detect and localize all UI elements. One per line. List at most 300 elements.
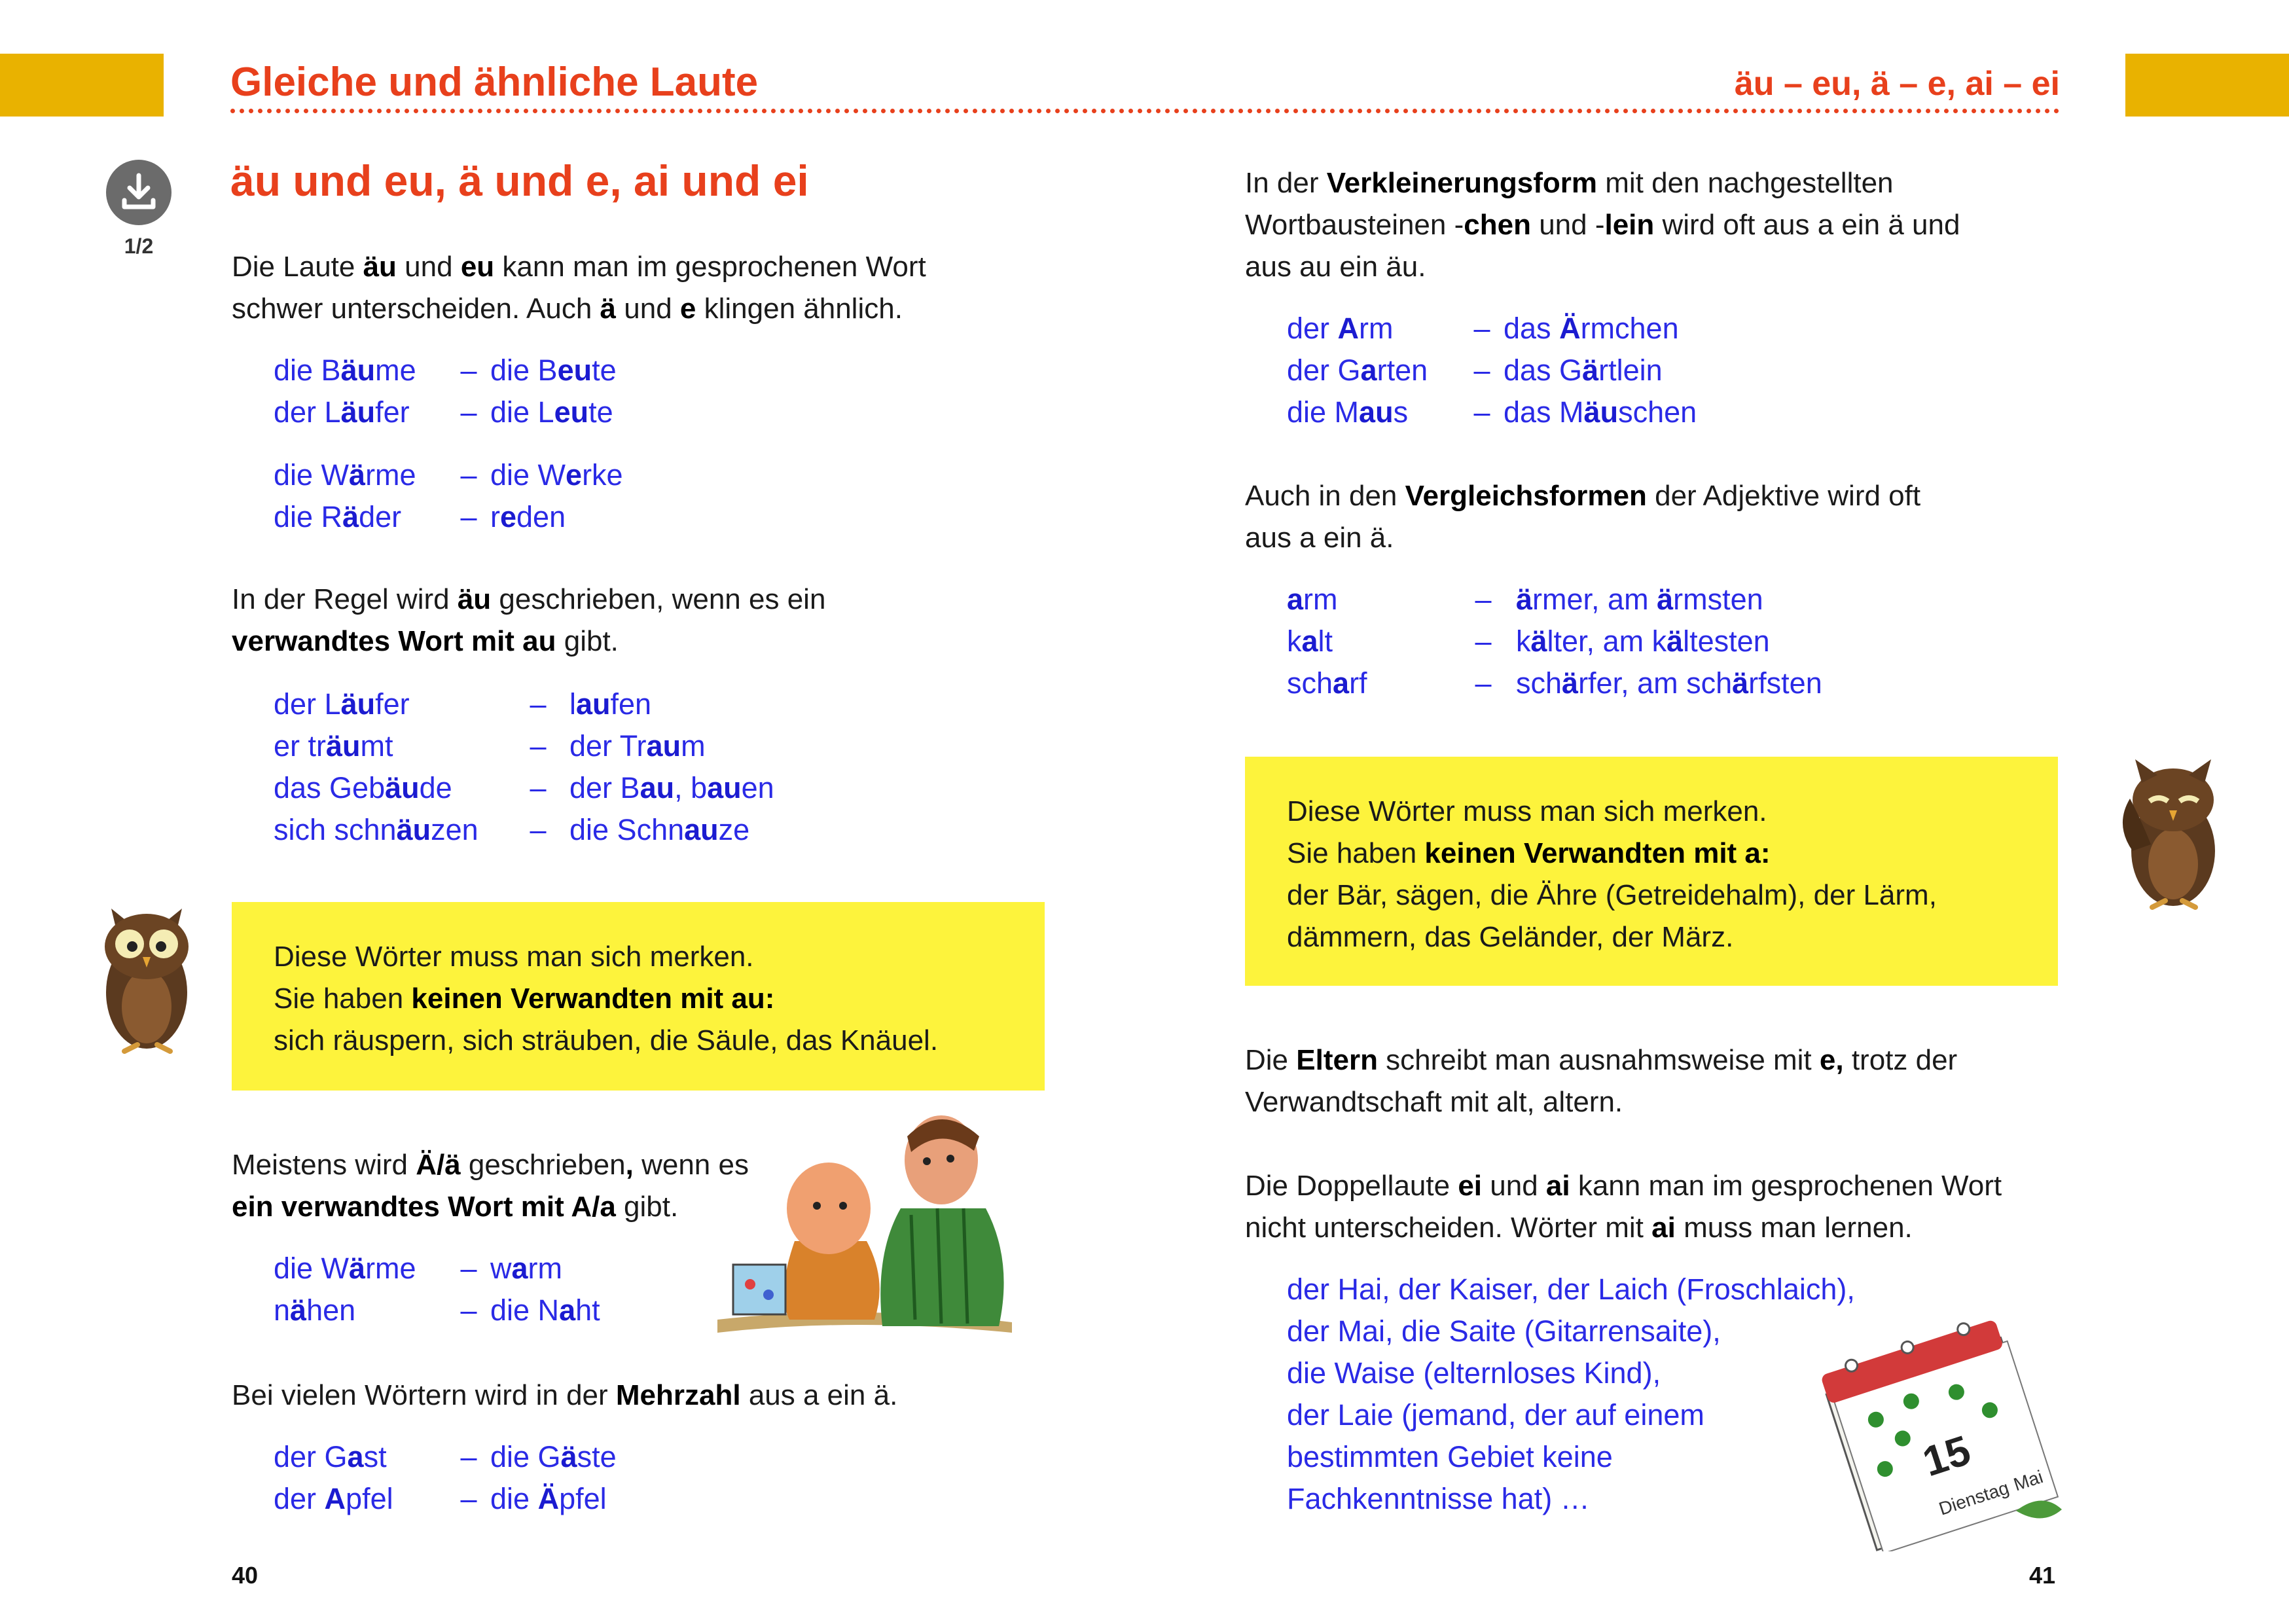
example-row (1287, 621, 1822, 662)
text-run: ai (1545, 1170, 1570, 1202)
example-run: äu (340, 395, 376, 429)
example-word (274, 725, 507, 767)
example-run: der G (274, 1440, 348, 1473)
text-run: Sie haben (274, 983, 412, 1015)
example-run: pfel (346, 1482, 393, 1515)
text-line (274, 978, 938, 1020)
example-dash: – (460, 1293, 477, 1327)
example-word (274, 809, 507, 851)
example-row (274, 1478, 617, 1520)
example-run: die B (274, 353, 341, 387)
example-run: der (274, 1482, 325, 1515)
text-run: geschrieben (460, 1149, 626, 1181)
example-run: äu (396, 813, 431, 846)
text-run: Auch in den (1245, 480, 1405, 512)
example-word (1287, 621, 1451, 662)
example-run: das M (1504, 395, 1584, 429)
example-row (274, 809, 774, 851)
example-run: fen (610, 687, 652, 721)
example-related-word (490, 1290, 600, 1331)
text-run: Meistens wird (232, 1149, 416, 1181)
text-run: aus a ein ä. (1245, 522, 1394, 554)
example-dash: – (1473, 395, 1490, 429)
diminutive-paragraph (1245, 162, 1960, 288)
download-icon (120, 173, 157, 212)
example-run: A (1337, 312, 1360, 345)
eltern-paragraph (1245, 1039, 1957, 1123)
example-word (1287, 308, 1460, 350)
example-run: ä (349, 458, 366, 492)
example-run: pfel (559, 1482, 607, 1515)
text-run: äu (363, 251, 397, 283)
download-button[interactable] (106, 160, 171, 225)
example-run: die L (490, 395, 554, 429)
example-related-word (490, 350, 617, 391)
examples-aeu-eu (274, 350, 617, 433)
example-run: der L (274, 395, 341, 429)
text-run: schwer unterscheiden. Auch (232, 293, 600, 325)
example-run: zen (431, 813, 478, 846)
text-run: und (1482, 1170, 1546, 1202)
examples-a (274, 1248, 600, 1331)
text-line (274, 936, 938, 978)
owl-illustration (92, 897, 203, 1058)
example-run: ht (575, 1293, 600, 1327)
comparison-paragraph (1245, 475, 1920, 559)
text-run: wenn es (633, 1149, 749, 1181)
text-run: trotz der (1843, 1044, 1958, 1076)
example-run: die B (490, 353, 558, 387)
text-run: gibt. (615, 1191, 679, 1223)
example-related-word (569, 683, 651, 725)
text-run: der Bär, sägen, die Ähre (Getreidehalm), der Lärm, (1287, 879, 1937, 911)
example-dash: – (460, 1440, 477, 1473)
example-run: te (592, 353, 617, 387)
text-run: Bei vielen Wörtern wird in der (232, 1379, 616, 1411)
text-run: Verwandtschaft mit alt, altern. (1245, 1086, 1623, 1118)
two-men-illustration (711, 1110, 1015, 1341)
text-line (1245, 162, 1960, 204)
example-run: äu (340, 687, 376, 721)
text-run: keinen Verwandten mit a: (1424, 837, 1771, 869)
example-run: das G (1504, 353, 1583, 387)
text-run: Verkleinerungsform (1326, 167, 1598, 199)
example-related-word (490, 391, 613, 433)
example-run: eu (554, 395, 589, 429)
example-dash: – (460, 500, 477, 533)
chapter-title: Gleiche und ähnliche Laute (230, 60, 759, 105)
text-run: ein verwandtes Wort mit A/a (232, 1191, 616, 1223)
text-line (232, 1144, 749, 1186)
text-run: Sie haben (1287, 837, 1425, 869)
example-run: die N (490, 1293, 560, 1327)
example-dash: – (530, 729, 547, 763)
calendar-weekday: Dienstag (1936, 1477, 2011, 1519)
example-run: rten (1377, 353, 1428, 387)
example-word (274, 454, 447, 496)
example-run: der (1287, 312, 1338, 345)
example-run: den (516, 500, 566, 533)
example-related-word (490, 1478, 607, 1520)
example-row (1287, 391, 1697, 433)
example-related-word (569, 809, 749, 851)
memo-box-a (1245, 757, 2058, 986)
example-run: ä (1530, 624, 1547, 658)
example-run: ä (1582, 353, 1599, 387)
text-line (1245, 1081, 1957, 1123)
example-dash: – (530, 687, 547, 721)
example-run: au (707, 771, 742, 804)
example-run: ä (1732, 666, 1749, 700)
example-run: rmchen (1580, 312, 1679, 345)
example-run: w (490, 1252, 512, 1285)
example-related-word (569, 725, 706, 767)
text-line (1245, 475, 1920, 517)
example-run: ltesten (1683, 624, 1770, 658)
example-row (274, 1436, 617, 1478)
example-related-word (490, 1248, 562, 1290)
list-item: Fachkenntnisse hat) … (1287, 1482, 1590, 1515)
example-dash: – (460, 353, 477, 387)
text-run: geschrieben, wenn es ein (491, 583, 826, 615)
plural-paragraph (232, 1375, 897, 1416)
example-run: s (1393, 395, 1409, 429)
example-run: das (1504, 312, 1560, 345)
example-run: lter, am k (1547, 624, 1667, 658)
example-run: die M (1287, 395, 1360, 429)
text-line (1287, 875, 1937, 916)
example-run: ä (1516, 583, 1533, 616)
text-run: chen (1464, 209, 1531, 241)
text-run: Mehrzahl (615, 1379, 741, 1411)
example-run: sich schn (274, 813, 397, 846)
example-run: eu (557, 353, 592, 387)
example-word (274, 767, 507, 809)
example-word (274, 1436, 447, 1478)
example-run: rm (1359, 312, 1394, 345)
example-word (274, 1290, 447, 1331)
text-line (1245, 1165, 2002, 1207)
example-row (274, 1248, 600, 1290)
example-run: rmsten (1673, 583, 1763, 616)
owl-thinking-illustration (2101, 753, 2239, 914)
download-page-indicator: 1/2 (124, 234, 154, 258)
example-related-word (490, 1436, 617, 1478)
text-run: muss man lernen. (1675, 1212, 1913, 1244)
example-run: rke (582, 458, 623, 492)
text-run: nicht unterscheiden. Wörter mit (1245, 1212, 1652, 1244)
examples-ai-list (1287, 1269, 1855, 1520)
example-run: au (684, 813, 719, 846)
example-run: rm (1303, 583, 1338, 616)
example-run: der B (569, 771, 640, 804)
diphthong-paragraph (1245, 1165, 2002, 1249)
example-run: äu (326, 729, 361, 763)
example-dash: – (1475, 624, 1492, 658)
text-run: kann man im gesprochenen Wort (1570, 1170, 2002, 1202)
text-line (232, 288, 926, 330)
example-run: fer (375, 687, 410, 721)
text-run: eu (460, 251, 495, 283)
example-run: e (500, 500, 517, 533)
example-run: rfsten (1748, 666, 1822, 700)
example-run: ä (342, 500, 359, 533)
examples-comparison (1287, 579, 1822, 704)
example-row (274, 683, 774, 725)
header-divider (230, 109, 2060, 113)
example-run: a (511, 1252, 528, 1285)
example-run: ste (577, 1440, 617, 1473)
text-run: In der (1245, 167, 1327, 199)
text-run: keinen Verwandten mit au: (411, 983, 775, 1015)
example-run: ä (1657, 583, 1674, 616)
section-heading: äu und eu, ä und e, ai und ei (230, 156, 809, 205)
example-run: die W (274, 1252, 350, 1285)
example-dash: – (530, 813, 547, 846)
example-word (274, 683, 507, 725)
example-word (274, 1478, 447, 1520)
page-number-right: 41 (2029, 1562, 2056, 1589)
example-run: au (646, 729, 681, 763)
example-run: e (566, 458, 583, 492)
example-run: k (1287, 624, 1302, 658)
example-run: lt (1318, 624, 1333, 658)
example-row (1287, 308, 1697, 350)
rule-au-paragraph (232, 579, 825, 662)
example-row (274, 1290, 600, 1331)
example-run: die (490, 1482, 538, 1515)
example-run: hen (306, 1293, 356, 1327)
text-run: ei (1458, 1170, 1483, 1202)
example-dash: – (460, 1252, 477, 1285)
memo-box-au-text (274, 936, 938, 1062)
text-run: Die Laute (232, 251, 363, 283)
text-line (274, 1020, 938, 1062)
examples-diminutive (1287, 308, 1697, 433)
example-word (1287, 350, 1460, 391)
example-related-word (1504, 350, 1663, 391)
example-related-word (1504, 308, 1679, 350)
calendar-month: Mai (2011, 1466, 2046, 1495)
text-run: aus au ein äu. (1245, 251, 1426, 283)
calendar-day: 15 (1917, 1426, 1976, 1486)
text-run: Diese Wörter muss man sich merken. (1287, 795, 1767, 827)
example-run: rme (365, 1252, 416, 1285)
example-run: st (363, 1440, 387, 1473)
text-run: und - (1530, 209, 1605, 241)
examples-plural (274, 1436, 617, 1520)
example-run: rf (1349, 666, 1367, 700)
example-run: fer (375, 395, 410, 429)
memo-box-a-text (1287, 791, 1937, 958)
example-word (274, 1248, 447, 1290)
example-run: die G (490, 1440, 561, 1473)
text-run: verwandtes Wort mit au (232, 625, 556, 657)
example-run: de (419, 771, 452, 804)
example-run: n (274, 1293, 291, 1327)
example-word (1287, 662, 1451, 704)
text-run: dämmern, das Geländer, der März. (1287, 921, 1734, 953)
text-line (1287, 791, 1937, 833)
example-related-word (490, 496, 566, 538)
example-dash: – (460, 458, 477, 492)
example-run: die W (490, 458, 566, 492)
list-item: die Waise (elternloses Kind), (1287, 1356, 1661, 1390)
example-run: rme (365, 458, 416, 492)
memo-box-au (232, 902, 1045, 1091)
text-run: e, (1819, 1044, 1844, 1076)
example-run: , b (674, 771, 708, 804)
examples-ae-e (274, 454, 623, 538)
page-number-left: 40 (232, 1562, 259, 1589)
text-run: mit den nachgestellten (1597, 167, 1894, 199)
example-word (1287, 391, 1460, 433)
text-line (232, 579, 825, 621)
example-run: rtlein (1598, 353, 1663, 387)
text-line (232, 246, 926, 288)
text-line (232, 621, 825, 662)
example-run: ä (1667, 624, 1684, 658)
example-run: rmer, am (1532, 583, 1657, 616)
list-item: der Laie (jemand, der auf einem (1287, 1398, 1704, 1432)
example-related-word (569, 767, 774, 809)
example-dash: – (1475, 583, 1492, 616)
text-line (1245, 1039, 1957, 1081)
example-row (274, 350, 617, 391)
text-run: kann man im gesprochenen Wort (494, 251, 926, 283)
text-run: lein (1604, 209, 1655, 241)
text-run: äu (457, 583, 492, 615)
text-run: klingen ähnlich. (696, 293, 903, 325)
text-line (1287, 833, 1937, 875)
example-run: äu (1583, 395, 1619, 429)
text-line (1287, 916, 1937, 958)
example-run: Ä (537, 1482, 560, 1515)
example-run: ä (1562, 666, 1579, 700)
example-dash: – (530, 771, 547, 804)
example-word (274, 496, 447, 538)
example-run: äu (340, 353, 376, 387)
example-row (1287, 579, 1822, 621)
list-item: der Mai, die Saite (Gitarrensaite), (1287, 1314, 1721, 1348)
example-run: rm (528, 1252, 563, 1285)
chapter-topic: äu – eu, ä – e, ai – ei (1734, 65, 2060, 103)
text-line (1245, 517, 1920, 559)
text-run: Diese Wörter muss man sich merken. (274, 941, 754, 973)
example-dash: – (460, 1482, 477, 1515)
header-tab-left (0, 54, 164, 117)
example-run: me (375, 353, 416, 387)
example-run: l (569, 687, 576, 721)
example-run: ä (349, 1252, 366, 1285)
example-run: a (1301, 624, 1318, 658)
text-run: der Adjektive wird oft (1646, 480, 1921, 512)
example-run: schen (1618, 395, 1697, 429)
rule-a-paragraph (232, 1144, 749, 1228)
example-run: a (1360, 353, 1377, 387)
example-word (274, 391, 447, 433)
example-run: der G (1287, 353, 1361, 387)
example-run: au (576, 687, 611, 721)
text-run: und (396, 251, 461, 283)
example-related-word (1516, 579, 1763, 621)
example-run: sch (1516, 666, 1562, 700)
header-tab-right (2125, 54, 2289, 117)
example-run: r (490, 500, 500, 533)
examples-au (274, 683, 774, 851)
example-run: a (559, 1293, 576, 1327)
text-run: ai (1651, 1212, 1676, 1244)
text-run: e (679, 293, 696, 325)
list-item: bestimmten Gebiet keine (1287, 1440, 1613, 1473)
example-row (1287, 350, 1697, 391)
example-run: mt (360, 729, 393, 763)
example-run: das Geb (274, 771, 386, 804)
example-run: ä (290, 1293, 307, 1327)
intro-paragraph (232, 246, 926, 330)
text-run: Eltern (1296, 1044, 1378, 1076)
text-run: sich räuspern, sich sträuben, die Säule, das Knäuel. (274, 1024, 939, 1056)
example-run: ä (560, 1440, 577, 1473)
example-word (274, 350, 447, 391)
example-related-word (490, 454, 623, 496)
example-run: die Schn (569, 813, 685, 846)
text-run: wird oft aus a ein ä und (1654, 209, 1960, 241)
example-run: a (1287, 583, 1304, 616)
example-run: en (741, 771, 774, 804)
example-run: Ä (1559, 312, 1581, 345)
example-row (274, 767, 774, 809)
example-run: er tr (274, 729, 327, 763)
text-line (232, 1375, 897, 1416)
example-run: A (324, 1482, 346, 1515)
text-line (1245, 1207, 2002, 1249)
text-run: Vergleichsformen (1405, 480, 1647, 512)
calendar-illustration (1820, 1314, 2078, 1551)
example-row (274, 496, 623, 538)
example-run: sch (1287, 666, 1333, 700)
example-row (274, 725, 774, 767)
text-run: In der Regel wird (232, 583, 458, 615)
example-run: der (359, 500, 402, 533)
example-related-word (1516, 662, 1822, 704)
example-run: die R (274, 500, 343, 533)
example-related-word (1516, 621, 1770, 662)
example-run: äu (385, 771, 420, 804)
example-dash: – (1473, 353, 1490, 387)
text-line (232, 1186, 749, 1228)
example-related-word (1504, 391, 1697, 433)
example-word (1287, 579, 1451, 621)
example-run: rfer, am sch (1578, 666, 1733, 700)
text-run: und (616, 293, 680, 325)
text-line (1245, 246, 1960, 288)
text-run: gibt. (556, 625, 619, 657)
example-row (1287, 662, 1822, 704)
text-run: Wortbausteinen - (1245, 209, 1464, 241)
example-run: m (681, 729, 706, 763)
list-item: der Hai, der Kaiser, der Laich (Froschlaich), (1287, 1272, 1855, 1306)
example-run: die W (274, 458, 350, 492)
example-dash: – (1473, 312, 1490, 345)
example-row (274, 454, 623, 496)
example-run: te (588, 395, 613, 429)
example-run: der L (274, 687, 341, 721)
example-row (274, 391, 617, 433)
text-run: schreibt man ausnahmsweise mit (1377, 1044, 1820, 1076)
example-dash: – (460, 395, 477, 429)
text-run: Die (1245, 1044, 1297, 1076)
